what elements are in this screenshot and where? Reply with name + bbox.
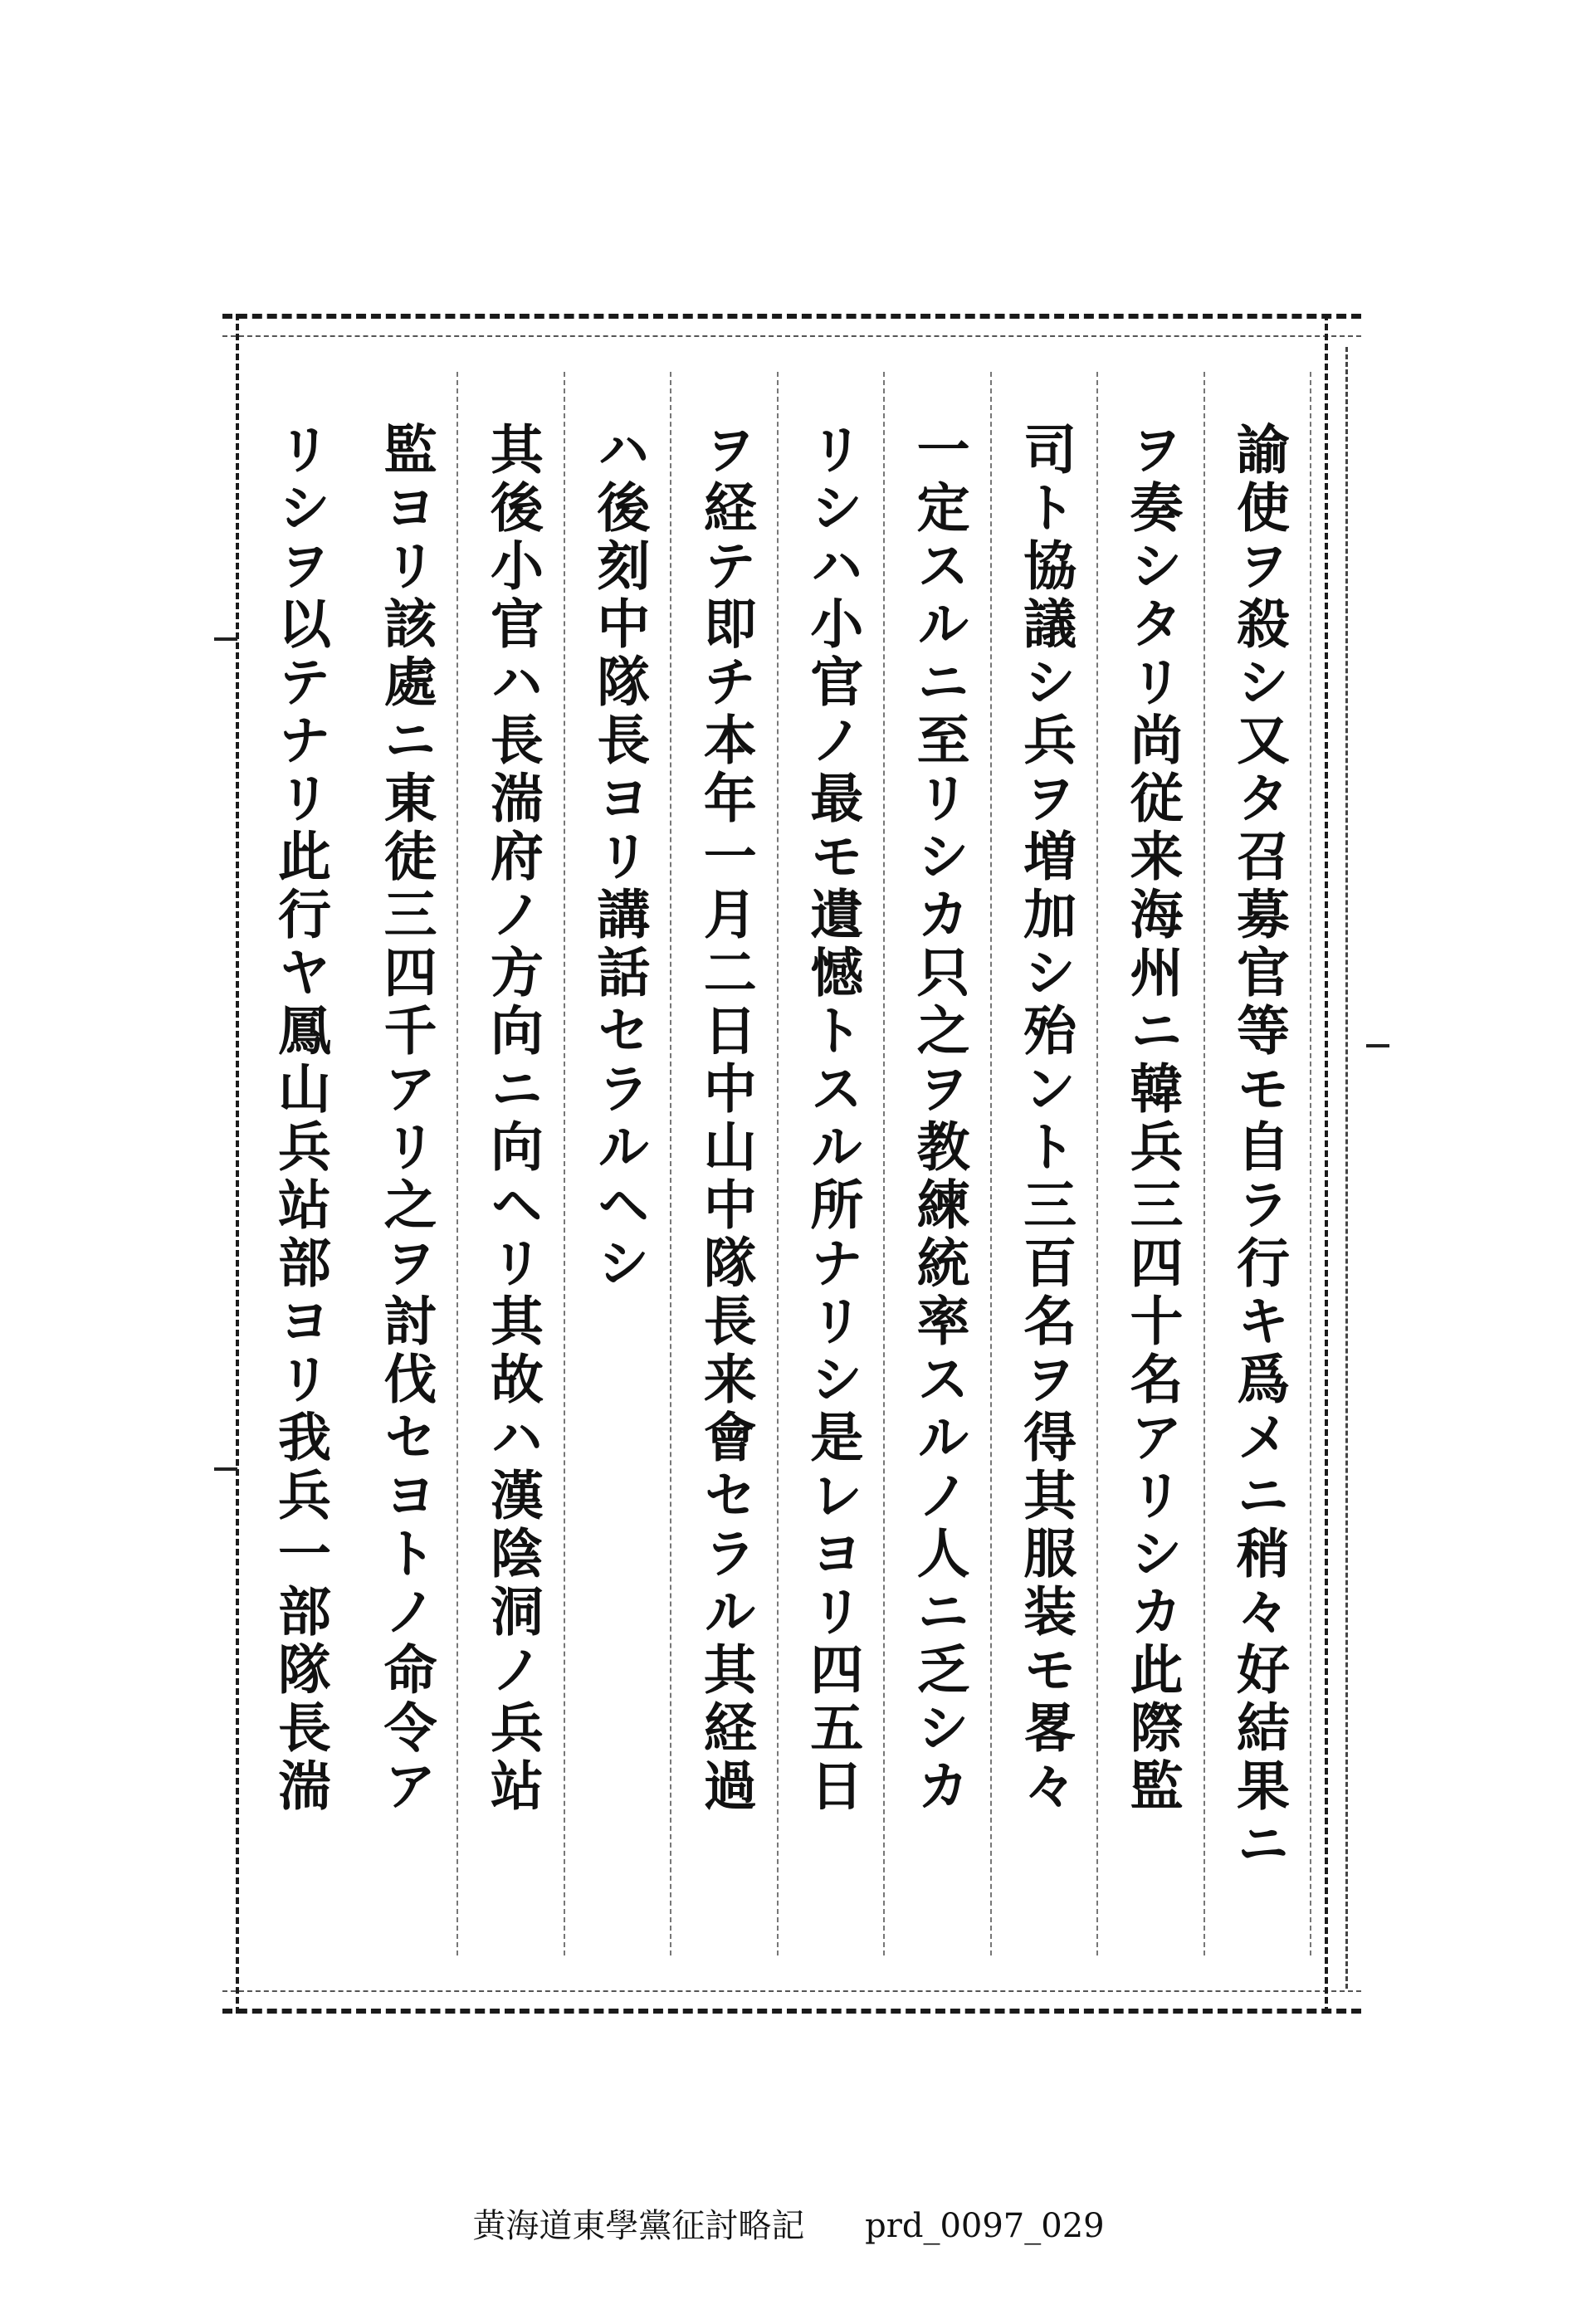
column-text: ヲ経テ即チ本年一月二日中山中隊長来會セラル其経過: [694, 422, 757, 1816]
top-inner-border: [222, 335, 1361, 337]
bottom-inner-border: [222, 1990, 1361, 1992]
text-column-10: [247, 372, 352, 1955]
column-text: 諭使ヲ殺シ又タ召募官等モ自ラ行キ爲メニ稍々好結果ニ: [1227, 422, 1290, 1874]
text-column-6: [674, 372, 779, 1955]
column-text: 一定スルニ至リシカ只之ヲ教練統率スルノ人ニ乏シカ: [907, 422, 970, 1816]
footer-title: 黄海道東學黨征討略記: [472, 2207, 805, 2245]
right-border: [1325, 314, 1328, 2014]
margin-tick-mark: [1366, 1044, 1389, 1047]
bottom-border: [222, 2009, 1361, 2014]
document-frame: [222, 314, 1361, 2014]
footer-caption: [0, 2200, 1577, 2247]
top-border: [222, 314, 1361, 319]
column-text: リシヲ以テナリ此行ヤ鳳山兵站部ヨリ我兵一部隊長湍: [269, 422, 331, 1816]
footer-code: prd_0097_029: [865, 2207, 1105, 2245]
column-text: ヲ奏シタリ尚従来海州ニ韓兵三四十名アリシカ此際監: [1120, 422, 1184, 1816]
text-column-7: [567, 372, 671, 1955]
column-text: 監ヨリ該處ニ東徒三四千アリ之ヲ討伐セヨトノ命令ア: [374, 422, 437, 1816]
right-inner-border: [1345, 347, 1348, 1989]
text-column-5: [780, 372, 885, 1955]
text-column-9: [354, 372, 458, 1955]
column-text: リシハ小官ノ最モ遺憾トスル所ナリシ是レヨリ四五日: [801, 422, 864, 1816]
column-text: 司ト協議シ兵ヲ増加シ殆ント三百名ヲ得其服装モ畧々: [1014, 422, 1077, 1816]
text-column-4: [887, 372, 992, 1955]
text-column-2: [1101, 372, 1205, 1955]
text-column-3: [994, 372, 1098, 1955]
margin-tick-mark: [214, 1467, 237, 1471]
text-columns: [247, 372, 1311, 1955]
text-column-8: [461, 372, 565, 1955]
text-column-1: [1207, 372, 1311, 1955]
column-text: ハ後刻中隊長ヨリ講話セラルヘシ: [588, 422, 651, 1293]
left-border: [236, 314, 239, 2014]
column-text: 其後小官ハ長湍府ノ方向ニ向ヘリ其故ハ漢陰洞ノ兵站: [481, 422, 544, 1816]
margin-tick-mark: [214, 637, 237, 641]
